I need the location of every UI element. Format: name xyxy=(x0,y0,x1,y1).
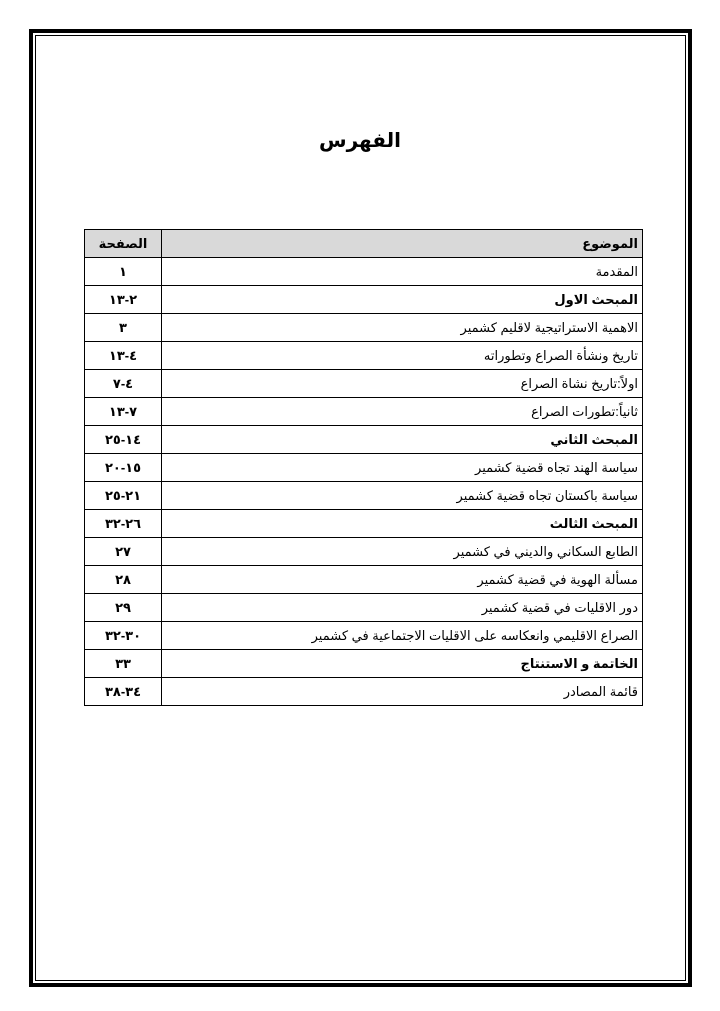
table-row xyxy=(85,286,643,314)
toc-topic: تاريخ ونشأة الصراع وتطوراته xyxy=(162,342,643,370)
page-title: الفهرس xyxy=(318,130,401,152)
header-topic: الموضوع xyxy=(162,230,643,258)
toc-topic: المقدمة xyxy=(162,258,643,286)
toc-page-number: ١٥-٢٠ xyxy=(85,454,162,482)
toc-topic: ثانياً:تطورات الصراع xyxy=(162,398,643,426)
table-row xyxy=(85,454,643,482)
table-header-row xyxy=(85,230,643,258)
table-row xyxy=(85,510,643,538)
table-row xyxy=(85,566,643,594)
toc-page-number: ٢٧ xyxy=(85,538,162,566)
table-row xyxy=(85,398,643,426)
toc-topic: المبحث الاول xyxy=(162,286,643,314)
table-row xyxy=(85,594,643,622)
table-of-contents xyxy=(84,229,643,706)
toc-page-number: ٢٦-٣٢ xyxy=(85,510,162,538)
toc-topic: الاهمية الاستراتيجية لاقليم كشمير xyxy=(162,314,643,342)
table-row xyxy=(85,342,643,370)
toc-topic: المبحث الثاني xyxy=(162,426,643,454)
toc-topic: دور الاقليات في قضية كشمير xyxy=(162,594,643,622)
toc-topic: الصراع الاقليمي وانعكاسه على الاقليات الاجتماعية في كشمير xyxy=(162,622,643,650)
table-row xyxy=(85,622,643,650)
toc-topic: اولاً:تاريخ نشاة الصراع xyxy=(162,370,643,398)
toc-page-number: ٣٤-٣٨ xyxy=(85,678,162,706)
toc-page-number: ١ xyxy=(85,258,162,286)
header-page: الصفحة xyxy=(85,230,162,258)
toc-page-number: ٤-١٣ xyxy=(85,342,162,370)
table-row xyxy=(85,678,643,706)
toc-page-number: ٢٨ xyxy=(85,566,162,594)
toc-topic: قائمة المصادر xyxy=(162,678,643,706)
toc-topic: سياسة الهند تجاه قضية كشمير xyxy=(162,454,643,482)
table-row xyxy=(85,482,643,510)
toc-topic: مسألة الهوية في قضية كشمير xyxy=(162,566,643,594)
toc-page-number: ١٤-٢٥ xyxy=(85,426,162,454)
table-row xyxy=(85,370,643,398)
toc-page-number: ٧-١٣ xyxy=(85,398,162,426)
toc-topic: المبحث الثالث xyxy=(162,510,643,538)
toc-page-number: ٢-١٣ xyxy=(85,286,162,314)
toc-topic: سياسة باكستان تجاه قضية كشمير xyxy=(162,482,643,510)
toc-page-number: ٣ xyxy=(85,314,162,342)
table-row xyxy=(85,650,643,678)
toc-page-number: ٣٣ xyxy=(85,650,162,678)
toc-topic: الطابع السكاني والديني في كشمير xyxy=(162,538,643,566)
table-row xyxy=(85,258,643,286)
toc-page-number: ٣٠-٣٢ xyxy=(85,622,162,650)
toc-topic: الخاتمة و الاستنتاج xyxy=(162,650,643,678)
toc-page-number: ٤-٧ xyxy=(85,370,162,398)
table-row xyxy=(85,538,643,566)
toc-page-number: ٢٩ xyxy=(85,594,162,622)
table-row xyxy=(85,314,643,342)
toc-page-number: ٢١-٢٥ xyxy=(85,482,162,510)
table-row xyxy=(85,426,643,454)
